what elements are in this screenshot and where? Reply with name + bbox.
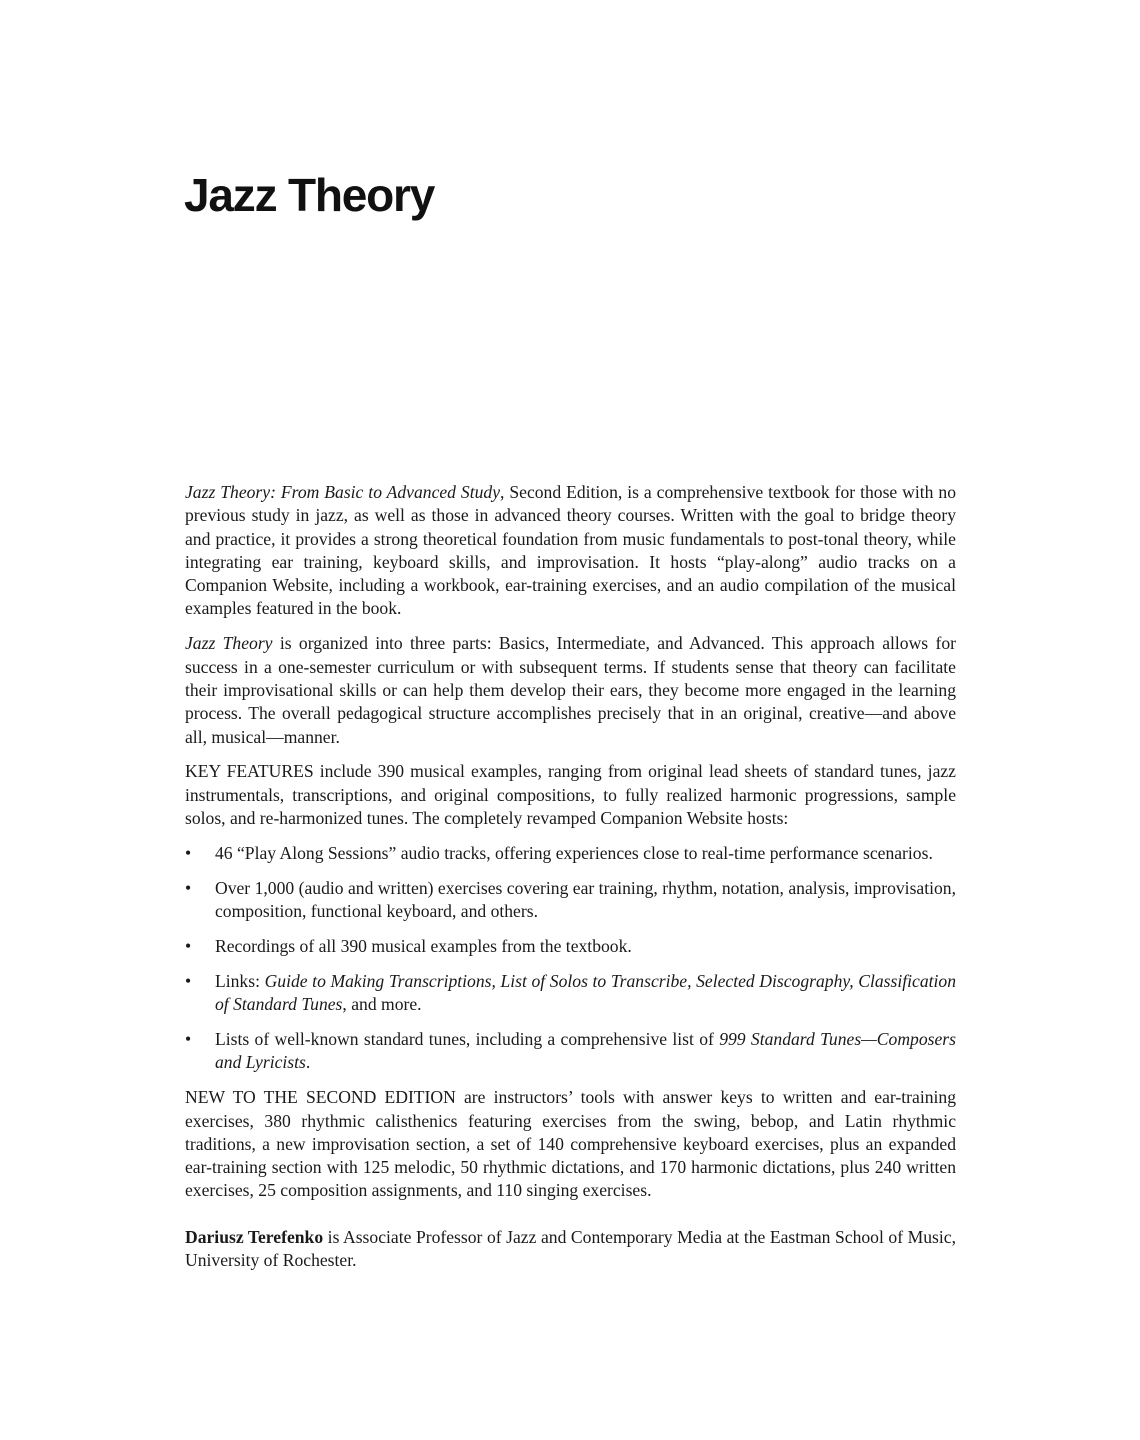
list-item-italic: 999 Standard Tunes—Composers and Lyricists	[215, 1029, 956, 1073]
list-item-suffix: , and more.	[342, 994, 422, 1015]
author-bio: is Associate Professor of Jazz and Contemporary Media at the Eastman School of Music, University of Rochester.	[185, 1226, 957, 1271]
organization-book-title: Jazz Theory	[185, 633, 273, 654]
body-text	[185, 481, 956, 1284]
author-paragraph	[185, 1226, 956, 1273]
list-item	[185, 842, 956, 865]
author-name: Dariusz Terefenko	[185, 1226, 324, 1247]
list-item-italic: Guide to Making Transcriptions, List of Solos to Transcribe, Selected Discography, Classification of Standard Tunes	[215, 970, 956, 1015]
list-item	[185, 1028, 956, 1075]
list-item-text: 46 “Play Along Sessions” audio tracks, offering experiences close to real-time performance scenarios.	[215, 842, 933, 863]
bullet-icon: •	[185, 970, 192, 991]
bullet-icon: •	[185, 1029, 192, 1050]
intro-text: , Second Edition, is a comprehensive textbook for those with no previous study in jazz, as well as those in advanced theory courses. Written with the goal to bridge theory and practice, it provides a strong theoretical foundation from music fundamentals to post-tonal theory, while integrating ear training, keyboard skills, and improvisation. It hosts “play-along” audio tracks on a Companion Website, including a workbook, ear-training exercises, and an audio compilation of the musical examples featured in the book.	[185, 482, 956, 619]
page-title: Jazz Theory	[184, 169, 435, 221]
organization-text: is organized into three parts: Basics, Intermediate, and Advanced. This approach allows for success in a one-semester curriculum or with subsequent terms. If students sense that theory can facilitate their improvisational skills or can help them develop their ears, they become more engaged in the learning process. The overall pedagogical structure accomplishes precisely that in an original, creative—and above all, musical—manner.	[185, 633, 956, 747]
bullet-icon: •	[185, 877, 192, 898]
list-item-suffix: .	[305, 1052, 311, 1073]
intro-book-title: Jazz Theory: From Basic to Advanced Study	[185, 482, 501, 502]
key-features-paragraph: KEY FEATURES include 390 musical examples, ranging from original lead sheets of standard tunes, jazz instrumentals, transcriptions, and original compositions, to fully realized harmonic progressions, sample solos, and re-harmonized tunes. The completely revamped Companion Website hosts:	[185, 761, 956, 829]
list-item-prefix: Lists of well-known standard tunes, including a comprehensive list of	[215, 1029, 720, 1050]
list-item	[185, 877, 956, 924]
features-list	[185, 842, 956, 1075]
list-item-text: Recordings of all 390 musical examples from the textbook.	[215, 936, 632, 957]
intro-paragraph	[185, 481, 956, 621]
list-item-text: Over 1,000 (audio and written) exercises covering ear training, rhythm, notation, analysis, improvisation, composition, functional keyboard, and others.	[215, 877, 956, 922]
list-item-prefix: Links:	[215, 970, 265, 991]
list-item	[185, 935, 956, 958]
list-item	[185, 970, 956, 1017]
organization-paragraph	[185, 632, 956, 748]
bullet-icon: •	[185, 936, 192, 957]
new-edition-paragraph: NEW TO THE SECOND EDITION are instructors’ tools with answer keys to written and ear-training exercises, 380 rhythmic calisthenics featuring exercises from the swing, bebop, and Latin rhythmic traditions, a new improvisation section, a set of 140 comprehensive keyboard exercises, plus an expanded ear-training section with 125 melodic, 50 rhythmic dictations, and 170 harmonic dictations, plus 240 written exercises, 25 composition assignments, and 110 singing exercises.	[185, 1087, 956, 1201]
bullet-icon: •	[185, 842, 192, 863]
